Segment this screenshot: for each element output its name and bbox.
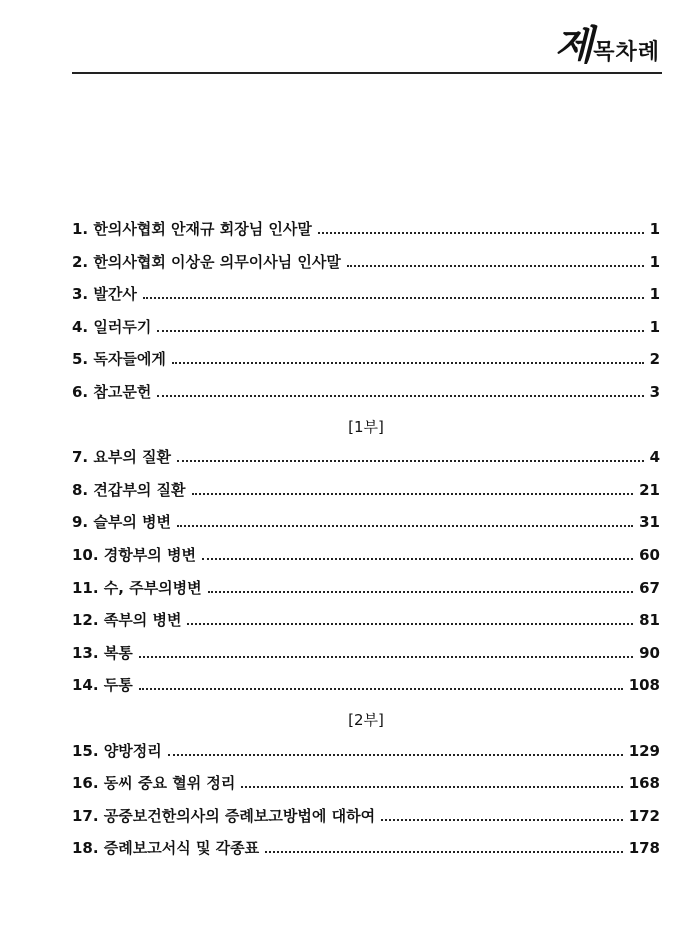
toc-entry-2[interactable] — [72, 251, 660, 284]
toc-entry-page: 1 — [649, 317, 660, 336]
dot-leader — [157, 329, 643, 332]
toc-entry-label: 4. 일러두기 — [72, 317, 152, 336]
toc-entry-label: 5. 독자들에게 — [72, 350, 166, 369]
toc-part-heading-1: [1부] — [348, 417, 384, 436]
dot-leader — [381, 818, 623, 821]
toc-entry-18[interactable] — [72, 837, 660, 870]
toc-entry-label: 1. 한의사협회 안재규 회장님 인사말 — [72, 220, 312, 238]
toc-entry-label: 6. 참고문헌 — [72, 382, 152, 401]
toc-entry-page: 2 — [649, 350, 660, 369]
toc-entry-label: 9. 슬부의 병변 — [72, 513, 172, 532]
toc-entry-label: 15. 양방정리 — [72, 741, 162, 760]
toc-entry-page: 108 — [628, 676, 660, 695]
toc-entry-label: 14. 두통 — [72, 676, 133, 695]
toc-entry-page: 81 — [639, 611, 660, 630]
dot-leader — [192, 492, 634, 495]
toc-entry-11[interactable] — [72, 577, 660, 610]
toc-entry-page: 67 — [639, 578, 660, 597]
toc-entry-label: 11. 수, 주부의병변 — [72, 578, 202, 597]
dot-leader — [241, 785, 622, 788]
toc-entry-15[interactable] — [72, 740, 660, 773]
toc-entry-10[interactable] — [72, 544, 660, 577]
toc-entry-page: 60 — [639, 545, 660, 564]
toc-entry-page: 178 — [628, 839, 660, 858]
toc-entry-label: 18. 증례보고서식 및 각종표 — [72, 839, 260, 858]
toc-entry-page: 1 — [649, 252, 660, 271]
toc-entry-page: 129 — [628, 741, 660, 760]
toc-entry-9[interactable] — [72, 511, 660, 544]
toc-entry-page: 172 — [628, 806, 660, 825]
toc-entry-4[interactable] — [72, 316, 660, 349]
toc-entry-5[interactable] — [72, 348, 660, 381]
toc-entry-page: 21 — [639, 480, 660, 499]
dot-leader — [347, 264, 644, 267]
table-of-contents — [72, 218, 660, 870]
toc-entry-label: 10. 경항부의 병변 — [72, 545, 196, 564]
toc-entry-page: 1 — [649, 285, 660, 304]
dot-leader — [157, 394, 643, 397]
toc-entry-14[interactable] — [72, 674, 660, 707]
toc-entry-8[interactable] — [72, 479, 660, 512]
toc-entry-page: 90 — [639, 643, 660, 662]
toc-entry-label: 8. 견갑부의 질환 — [72, 480, 186, 499]
toc-entry-label: 17. 공중보건한의사의 증례보고방법에 대하여 — [72, 806, 376, 825]
dot-leader — [143, 296, 644, 299]
toc-entry-1[interactable] — [72, 218, 660, 251]
toc-entry-label: 12. 족부의 병변 — [72, 611, 182, 630]
toc-entry-page: 168 — [628, 774, 660, 793]
dot-leader — [187, 622, 633, 625]
toc-entry-label: 2. 한의사협회 이상운 의무이사님 인사말 — [72, 252, 341, 271]
toc-entry-page: 31 — [639, 513, 660, 532]
dot-leader — [139, 687, 623, 690]
dot-leader — [265, 850, 623, 853]
toc-entry-label: 7. 요부의 질환 — [72, 448, 172, 467]
dot-leader — [177, 459, 644, 462]
toc-part-heading-2: [2부] — [348, 710, 384, 729]
toc-entry-3[interactable] — [72, 283, 660, 316]
dot-leader — [172, 361, 644, 364]
dot-leader — [208, 590, 633, 593]
toc-entry-label: 3. 발간사 — [72, 285, 137, 304]
dot-leader — [318, 231, 644, 234]
toc-entry-6[interactable] — [72, 381, 660, 414]
toc-entry-page: 4 — [649, 448, 660, 467]
page-title — [554, 22, 660, 69]
dot-leader — [139, 655, 633, 658]
page-title-rest: 목차례 — [593, 40, 660, 65]
toc-entry-page: 1 — [649, 220, 660, 238]
dot-leader — [168, 753, 623, 756]
page-header — [72, 20, 662, 76]
toc-entry-label: 16. 동씨 중요 혈위 정리 — [72, 774, 236, 793]
toc-entry-page: 3 — [649, 382, 660, 401]
toc-entry-label: 13. 복통 — [72, 643, 133, 662]
toc-entry-12[interactable] — [72, 609, 660, 642]
toc-entry-13[interactable] — [72, 642, 660, 675]
toc-entry-7[interactable] — [72, 446, 660, 479]
toc-entry-17[interactable] — [72, 805, 660, 838]
page-title-initial: 제 — [554, 22, 592, 69]
toc-entry-16[interactable] — [72, 772, 660, 805]
header-rule — [72, 72, 662, 74]
dot-leader — [202, 557, 633, 560]
dot-leader — [177, 524, 633, 527]
